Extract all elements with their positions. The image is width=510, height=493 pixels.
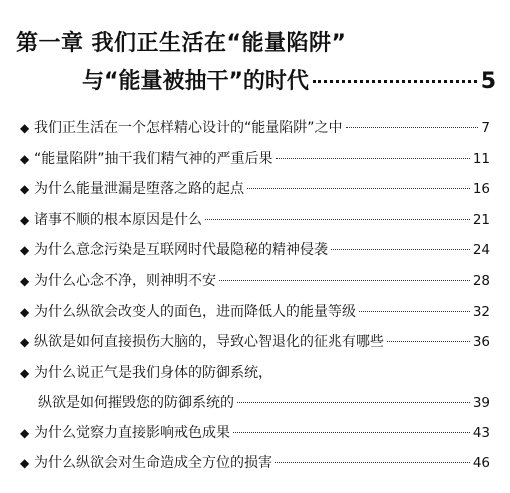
entry-title: 为什么能量泄漏是堕落之路的起点 bbox=[34, 181, 244, 198]
entry-page-number: 39 bbox=[472, 394, 490, 411]
dot-leader bbox=[233, 432, 470, 433]
chapter-heading bbox=[16, 30, 496, 94]
entry-title: “能量陷阱”抽干我们精气神的严重后果 bbox=[34, 150, 273, 167]
toc-entry[interactable] bbox=[20, 453, 490, 484]
entry-page-number: 43 bbox=[472, 424, 490, 441]
dot-leader bbox=[275, 462, 470, 463]
dot-leader bbox=[276, 158, 470, 159]
toc-entry[interactable] bbox=[20, 240, 490, 271]
entry-title-row2 bbox=[20, 393, 490, 423]
dot-leader bbox=[359, 311, 470, 312]
diamond-bullet-icon: ◆ bbox=[20, 212, 30, 227]
chapter-page-number: 5 bbox=[480, 69, 496, 94]
diamond-bullet-icon: ◆ bbox=[20, 335, 30, 350]
diamond-bullet-icon: ◆ bbox=[20, 243, 30, 258]
toc-entry[interactable] bbox=[20, 210, 490, 241]
entry-title-row1 bbox=[20, 363, 490, 393]
entry-title: 为什么纵欲会改变人的面色，进而降低人的能量等级 bbox=[34, 303, 356, 320]
entry-page-number: 46 bbox=[472, 455, 490, 472]
entry-page-number: 32 bbox=[472, 303, 490, 320]
entry-title: 纵欲是如何直接损伤大脑的，导致心智退化的征兆有哪些 bbox=[34, 334, 384, 351]
entry-title: 为什么觉察力直接影响戒色成果 bbox=[34, 424, 230, 441]
diamond-bullet-icon: ◆ bbox=[20, 182, 30, 197]
entry-page-number: 16 bbox=[472, 181, 490, 198]
entry-title-line1: 为什么说正气是我们身体的防御系统， bbox=[34, 364, 272, 381]
dot-leader bbox=[331, 249, 470, 250]
chapter-title-line1 bbox=[16, 30, 496, 58]
dot-leader bbox=[219, 280, 470, 281]
chapter-title-part2: 与“能量被抽干”的时代 bbox=[82, 69, 309, 94]
toc-entry[interactable] bbox=[20, 179, 490, 210]
diamond-bullet-icon: ◆ bbox=[20, 121, 30, 135]
diamond-bullet-icon: ◆ bbox=[20, 456, 30, 471]
dot-leader bbox=[205, 219, 470, 220]
toc-entry[interactable] bbox=[20, 302, 490, 333]
toc-entry[interactable] bbox=[20, 423, 490, 454]
diamond-bullet-icon: ◆ bbox=[20, 365, 30, 380]
entry-page-number: 36 bbox=[472, 334, 490, 351]
entry-title: 我们正生活在一个怎样精心设计的“能量陷阱”之中 bbox=[34, 120, 343, 136]
toc-entry[interactable] bbox=[20, 118, 490, 149]
entry-title: 诸事不顺的根本原因是什么 bbox=[34, 211, 202, 228]
entry-title-line2: 纵欲是如何摧毁您的防御系统的 bbox=[38, 394, 234, 411]
entry-page-number: 24 bbox=[472, 242, 490, 259]
toc-entry[interactable] bbox=[20, 332, 490, 363]
toc-entry[interactable] bbox=[20, 271, 490, 302]
diamond-bullet-icon: ◆ bbox=[20, 304, 30, 319]
diamond-bullet-icon: ◆ bbox=[20, 425, 30, 440]
entry-title: 为什么心念不净，则神明不安 bbox=[34, 272, 216, 289]
entry-page-number: 21 bbox=[472, 211, 490, 228]
dot-leader bbox=[237, 402, 470, 403]
chapter-number: 第一章 bbox=[16, 31, 84, 56]
diamond-bullet-icon: ◆ bbox=[20, 151, 30, 166]
chapter-title-part1: 我们正生活在“能量陷阱” bbox=[91, 31, 347, 56]
entry-title: 为什么纵欲会对生命造成全方位的损害 bbox=[34, 455, 272, 472]
diamond-bullet-icon: ◆ bbox=[20, 273, 30, 288]
dot-leader bbox=[346, 127, 479, 128]
entry-page-number: 28 bbox=[472, 272, 490, 289]
dot-leader bbox=[313, 80, 477, 83]
entry-title: 为什么意念污染是互联网时代最隐秘的精神侵袭 bbox=[34, 242, 328, 259]
toc-entry-multiline[interactable] bbox=[20, 363, 490, 423]
dot-leader bbox=[247, 188, 470, 189]
entry-page-number: 7 bbox=[481, 120, 490, 136]
toc-list bbox=[20, 118, 490, 484]
dot-leader bbox=[387, 341, 470, 342]
entry-page-number: 11 bbox=[472, 150, 490, 167]
toc-entry[interactable] bbox=[20, 149, 490, 180]
chapter-title-line2 bbox=[82, 68, 496, 96]
